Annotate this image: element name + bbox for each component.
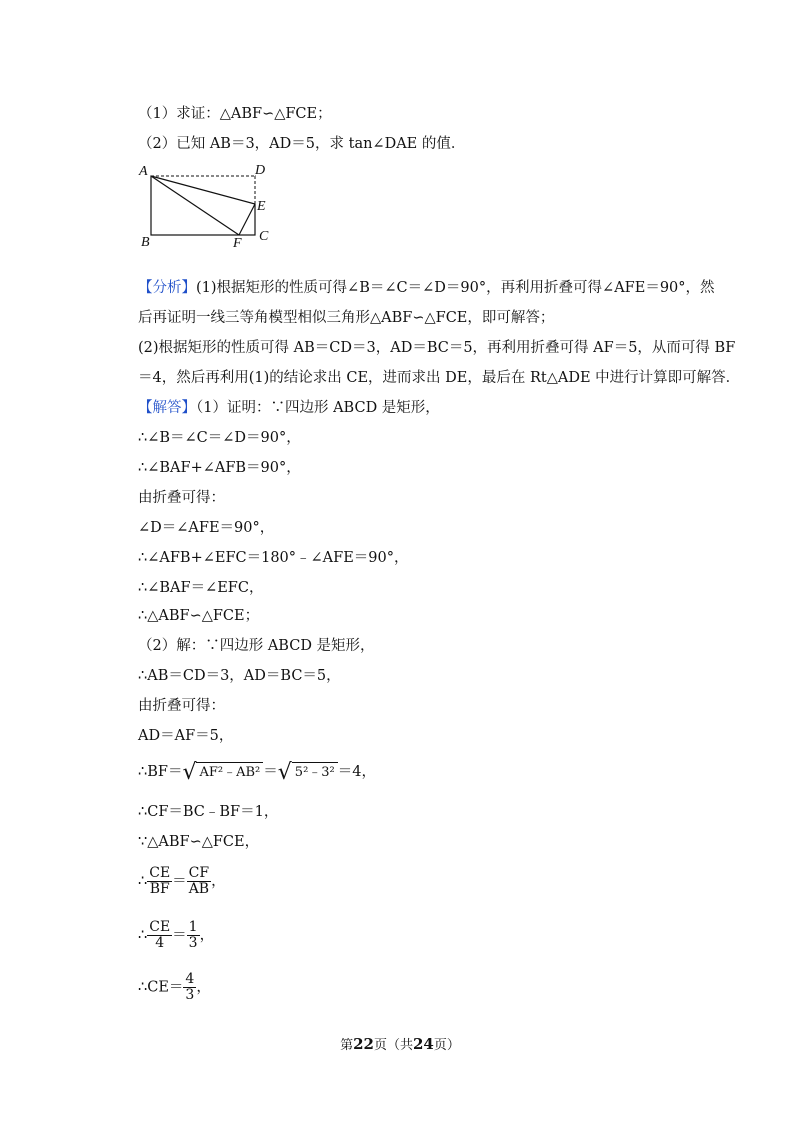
numerator-1: 1 <box>188 919 198 935</box>
answer-line-12: AD＝AF＝5， <box>138 728 234 744</box>
sqrt-5-3: 5²﹣3² <box>292 762 338 783</box>
rect-solid-part <box>151 176 255 235</box>
answer-line-1 <box>138 398 440 418</box>
answer-line-4: 由折叠可得： <box>138 490 225 506</box>
equals-17: ＝ <box>172 927 187 944</box>
segment-af <box>151 176 239 235</box>
fraction-ce-bf <box>147 866 172 897</box>
answer-text-1: （1）证明：∵四边形 ABCD 是矩形， <box>196 400 440 416</box>
fraction-1-3 <box>187 920 200 951</box>
answer-line-5: ∠D＝∠AFE＝90°， <box>138 520 275 536</box>
fraction-cf-ab <box>187 866 211 897</box>
answer-line-13 <box>138 762 376 783</box>
analysis-line-2: 后再证明一线三等角模型相似三角形△ABF∽△FCE，即可解答； <box>138 310 555 326</box>
segment-fe <box>239 204 255 235</box>
therefore-16: ∴ <box>138 873 148 890</box>
analysis-text-1: (1)根据矩形的性质可得∠B＝∠C＝∠D＝90°，再利用折叠可得∠AFE＝90°，然 <box>196 280 715 296</box>
label-f: F <box>233 236 242 251</box>
answer-line-15: ∵△ABF∽△FCE， <box>138 834 260 850</box>
equals-sign: ＝ <box>263 764 278 780</box>
rectangle-figure <box>135 158 285 254</box>
analysis-tag: 【分析】 <box>138 280 196 296</box>
fraction-ce-4 <box>147 920 172 951</box>
bf-prefix: ∴BF＝ <box>138 764 183 780</box>
answer-line-8: ∴△ABF∽△FCE； <box>138 608 260 624</box>
answer-line-10: ∴AB＝CD＝3，AD＝BC＝5， <box>138 668 341 684</box>
equals-16: ＝ <box>172 873 187 890</box>
radical-sign-2: √ <box>277 760 292 785</box>
answer-line-7: ∴∠BAF＝∠EFC， <box>138 580 264 596</box>
answer-line-16 <box>138 866 226 897</box>
numerator-cf: CF <box>188 865 210 881</box>
sqrt-af-ab: AF²﹣AB² <box>196 762 263 783</box>
label-e: E <box>257 199 266 214</box>
answer-line-14: ∴CF＝BC﹣BF＝1， <box>138 804 279 820</box>
denominator-4: 4 <box>155 935 165 951</box>
answer-line-11: 由折叠可得： <box>138 698 225 714</box>
numerator-4: 4 <box>185 971 195 987</box>
analysis-line-4: ＝4，然后再利用(1)的结论求出 CE，进而求出 DE，最后在 Rt△ADE 中进行计算即可解答． <box>138 370 741 386</box>
answer-line-3: ∴∠BAF+∠AFB＝90°， <box>138 460 301 476</box>
page-footer <box>0 1034 800 1053</box>
answer-line-9: （2）解：∵四边形 ABCD 是矩形， <box>138 638 375 654</box>
therefore-17: ∴ <box>138 927 148 944</box>
bf-result: ＝4， <box>337 764 376 780</box>
denominator-3: 3 <box>188 935 198 951</box>
ce-prefix: ∴CE＝ <box>138 979 184 996</box>
footer-total-pages: 24 <box>413 1035 434 1053</box>
question-2: （2）已知 AB＝3，AD＝5，求 tan∠DAE 的值． <box>138 136 466 152</box>
label-b: B <box>141 235 150 250</box>
analysis-line-1 <box>138 278 715 298</box>
footer-pre: 第 <box>340 1038 354 1053</box>
footer-post: 页） <box>433 1038 460 1053</box>
denominator-ab: AB <box>188 881 210 897</box>
answer-line-17 <box>138 920 214 951</box>
analysis-line-3: (2)根据矩形的性质可得 AB＝CD＝3，AD＝BC＝5，再利用折叠可得 AF＝5，从而可得 BF <box>138 340 736 356</box>
comma-16: ， <box>211 873 226 890</box>
segment-ae <box>151 176 255 204</box>
label-a: A <box>139 164 148 179</box>
comma-18: ， <box>196 979 211 996</box>
comma-17: ， <box>199 927 215 944</box>
radical-sign-1: √ <box>182 760 197 785</box>
footer-page-number: 22 <box>353 1035 374 1053</box>
label-c: C <box>259 229 269 244</box>
fraction-4-3 <box>183 972 196 1003</box>
answer-tag: 【解答】 <box>138 400 196 416</box>
denominator-bf: BF <box>149 881 170 897</box>
question-1: （1）求证：△ABF∽△FCE； <box>138 106 332 122</box>
answer-line-18 <box>138 972 211 1003</box>
answer-line-6: ∴∠AFB+∠EFC＝180°﹣∠AFE＝90°， <box>138 550 409 566</box>
numerator-ce: CE <box>149 865 171 881</box>
footer-mid: 页（共 <box>373 1038 413 1053</box>
label-d: D <box>255 163 266 178</box>
numerator-ce-2: CE <box>149 919 171 935</box>
denominator-3b: 3 <box>185 987 195 1003</box>
answer-line-2: ∴∠B＝∠C＝∠D＝90°， <box>138 430 301 446</box>
